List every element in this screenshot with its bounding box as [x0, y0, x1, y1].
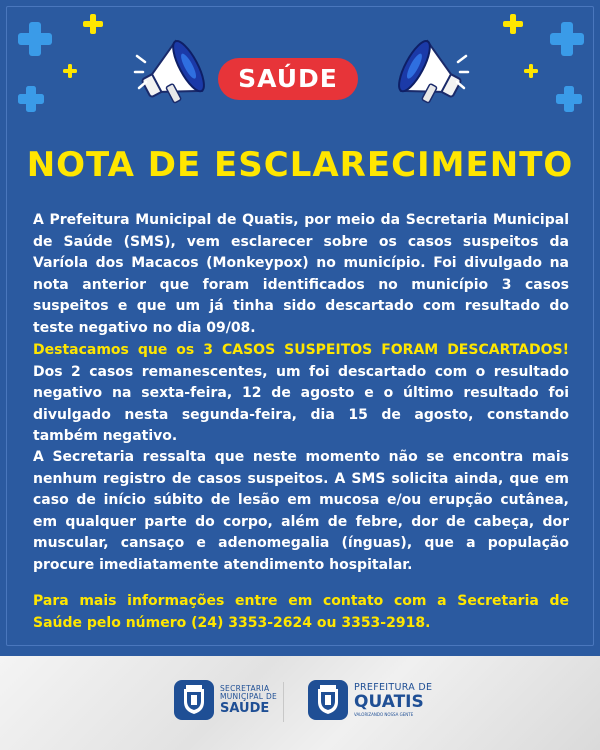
plus-icon	[524, 64, 538, 78]
logo-line-3: VALORIZANDO NOSSA GENTE	[354, 711, 414, 717]
plus-icon	[18, 22, 52, 56]
category-badge: SAÚDE	[218, 58, 358, 100]
health-secretariat-logo	[174, 680, 277, 720]
plus-icon	[550, 22, 584, 56]
logo-line-1: PREFEITURA DE	[354, 682, 433, 694]
footer	[0, 656, 600, 750]
highlight-text: Destacamos que os 3	[33, 342, 222, 358]
logo-divider	[283, 682, 284, 722]
plus-icon	[83, 14, 103, 34]
megaphone-icon	[395, 36, 470, 120]
plus-icon	[18, 86, 44, 112]
highlight-caps-text: CASOS SUSPEITOS FORAM DESCARTADOS	[221, 342, 563, 358]
paragraph-recommendation: A Secretaria ressalta que neste momento não se encontra mais nenhum registro de casos suspeitos. A SMS solicita ainda, que em caso de início súbito de lesão em mucosa e/ou erupção cutânea, em qualquer parte do corpo, além de febre, dor de cabeça, dor muscular, cansaço e adenomegalia (ínguas), que a população procure imediatamente atendimento hospitalar.	[33, 449, 569, 573]
logo-line-2: QUATIS	[354, 691, 424, 712]
paragraph-contact: Para mais informações entre em contato com a Secretaria de Saúde pelo número (24) 3353-2624 ou 3353-2918.	[33, 593, 569, 631]
plus-icon	[556, 86, 582, 112]
highlight-end-text: !	[562, 342, 570, 358]
city-hall-logo	[308, 680, 432, 720]
page-title: NOTA DE ESCLARECIMENTO	[26, 145, 574, 185]
paragraph-discarded	[33, 340, 569, 448]
paragraph-rest-text: Dos 2 casos remanescentes, um foi descartado com o resultado negativo na sexta-feira, 12 de agosto e o último resultado foi divulgado nesta segunda-feira, dia 15 de agosto, constando também negativo.	[33, 363, 569, 444]
coat-of-arms-icon	[174, 680, 214, 720]
logo-line-3: SAÚDE	[220, 701, 270, 716]
logo-line-2: MUNICIPAL DE	[220, 691, 278, 701]
plus-icon	[63, 64, 77, 78]
coat-of-arms-icon	[308, 680, 348, 720]
plus-icon	[503, 14, 523, 34]
megaphone-icon	[133, 36, 208, 120]
paragraph-intro: A Prefeitura Municipal de Quatis, por meio da Secretaria Municipal de Saúde (SMS), vem esclarecer sobre os casos suspeitos da Varíola dos Macacos (Monkeypox) no município. Foi divulgado na nota anterior que foram identificados no município 3 casos suspeitos e que um já tinha sido descartado com resultado do teste negativo no dia 09/08.	[33, 212, 569, 336]
logo-line-1: SECRETARIA	[220, 684, 270, 693]
